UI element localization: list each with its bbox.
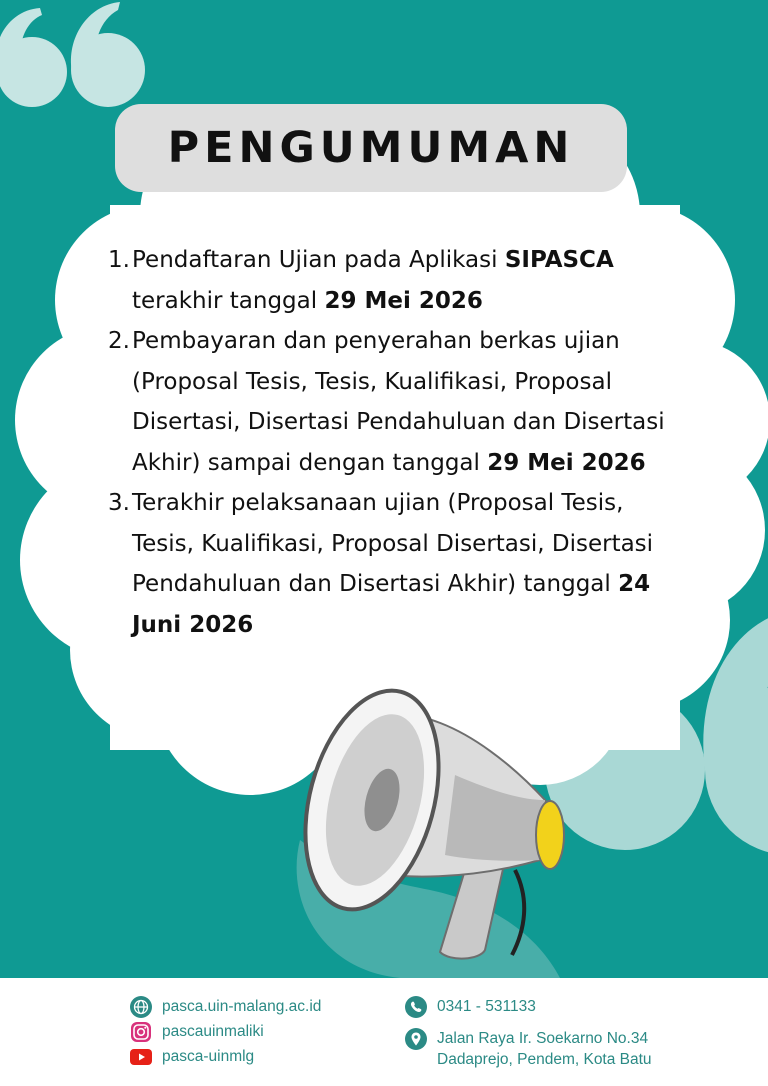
list-item <box>100 483 680 645</box>
website-link[interactable]: pasca.uin-malang.ac.id <box>162 998 322 1015</box>
list-item <box>100 240 680 321</box>
youtube-icon <box>130 1046 152 1068</box>
instagram-handle[interactable]: pascauinmaliki <box>162 1023 264 1040</box>
phone-contact[interactable] <box>405 996 536 1018</box>
location-pin-icon <box>405 1028 427 1050</box>
address-line-2: Dadaprejo, Pendem, Kota Batu <box>437 1051 652 1068</box>
item-text: Pendaftaran Ujian pada Aplikasi SIPASCA terakhir tanggal 29 Mei 2026 <box>132 247 614 314</box>
item-number: 2. <box>108 328 130 354</box>
globe-icon <box>130 996 152 1018</box>
item-text: Pembayaran dan penyerahan berkas ujian (Proposal Tesis, Tesis, Kualifikasi, Proposal Disertasi, Disertasi Pendahuluan dan Disertasi Akhir) sampai dengan tanggal 29 Mei 2026 <box>132 328 665 476</box>
instagram-contact[interactable] <box>130 1021 264 1043</box>
address-contact <box>405 1028 652 1070</box>
youtube-channel[interactable]: pasca-uinmlg <box>162 1048 255 1065</box>
item-number: 3. <box>108 490 130 516</box>
instagram-icon <box>130 1021 152 1043</box>
item-number: 1. <box>108 247 130 273</box>
address-line-1: Jalan Raya Ir. Soekarno No.34 <box>437 1030 649 1047</box>
youtube-contact[interactable] <box>130 1046 254 1068</box>
phone-icon <box>405 996 427 1018</box>
address-text <box>437 1028 652 1070</box>
quote-mark-top-left <box>0 2 145 107</box>
announcement-list <box>100 240 680 645</box>
title-banner <box>115 104 627 192</box>
footer <box>0 978 768 1086</box>
item-text: Terakhir pelaksanaan ujian (Proposal Tesis, Tesis, Kualifikasi, Proposal Disertasi, Disertasi Pendahuluan dan Disertasi Akhir) tanggal 24 Juni 2026 <box>132 490 654 638</box>
page-title: PENGUMUMAN <box>167 123 575 173</box>
website-contact[interactable] <box>130 996 321 1018</box>
phone-number[interactable]: 0341 - 531133 <box>437 998 536 1015</box>
list-item <box>100 321 680 483</box>
